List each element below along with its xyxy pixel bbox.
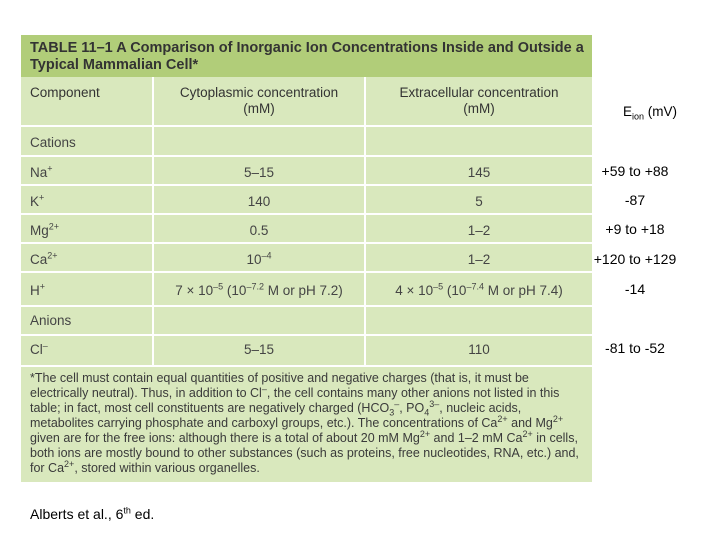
section-anions: Anions — [30, 313, 72, 328]
row-divider — [21, 305, 592, 307]
table-cell-cytoplasmic: $10^{-4}$ — [246, 250, 272, 267]
section-cations: Cations — [30, 135, 76, 150]
eion-value: -14 — [624, 281, 646, 297]
table-title: TABLE 11–1 A Comparison of Inorganic Ion Concentrations Inside and Outside a Typical Mammalian Cell* — [30, 40, 584, 73]
row-divider — [21, 125, 592, 127]
table-cell-cytoplasmic: 140 — [247, 194, 271, 209]
eion-value: -87 — [624, 192, 646, 208]
eion-value: +120 to +129 — [593, 251, 677, 267]
header-cytoplasmic-line2: (mM) — [243, 101, 275, 116]
table-cell-extracellular: 1–2 — [467, 252, 491, 267]
table-row-ion: $Mg^{2+}$ — [30, 221, 60, 238]
table-title-band — [21, 35, 592, 77]
table-cell-cytoplasmic: 5–15 — [243, 342, 275, 357]
table-cell-cytoplasmic: $7 \times 10^{-5}$ ($10^{-7.2}$ M or pH 7.2) — [175, 281, 343, 298]
column-divider — [152, 77, 154, 366]
header-extracellular-line2: (mM) — [463, 101, 495, 116]
header-component: Component — [30, 85, 100, 100]
row-divider — [21, 271, 592, 273]
row-divider — [21, 365, 592, 367]
header-cytoplasmic — [154, 85, 364, 117]
row-divider — [21, 242, 592, 244]
table-cell-extracellular: 1–2 — [467, 223, 491, 238]
table-footnote: *The cell must contain equal quantities of positive and negative charges (that is, it must be electrically neutral). Thus, in addition to Cl–, the cell contains many other anions not listed in this table; in fact, most cell constituents are negatively charged ($HCO_3^-$, $PO_4^{3-}$, nucleic acids, metabolites carrying phosphate and carboxyl groups, etc.). The concentrations of $Ca^{2+}$ and $Mg^{2+}$ given are for the free ions: although there is a total of about 20 mM $Mg^{2+}$ and 1–2 mM $Ca^{2+}$ in cells, both ions are mostly bound to other substances (such as proteins, free nucleotides, RNA, etc.) and, for $Ca^{2+}$, stored within various organelles. — [30, 371, 579, 475]
header-cytoplasmic-line1: Cytoplasmic concentration — [179, 85, 339, 100]
row-divider — [21, 334, 592, 336]
row-divider — [21, 184, 592, 186]
table-cell-extracellular: 5 — [475, 194, 483, 209]
column-divider — [364, 77, 366, 366]
table-cell-extracellular: 110 — [468, 342, 490, 357]
citation: Alberts et al., 6th ed. — [30, 505, 155, 522]
ion-concentration-table — [21, 35, 592, 482]
eion-header: $E_{ion}$ (mV) — [622, 104, 678, 122]
table-row-ion: Cl– — [30, 340, 48, 357]
header-extracellular — [366, 85, 592, 117]
table-row-ion: H+ — [30, 281, 46, 298]
table-cell-cytoplasmic: 0.5 — [249, 223, 269, 238]
table-cell-extracellular: 145 — [467, 165, 491, 180]
eion-value: +59 to +88 — [601, 163, 669, 179]
table-cell-extracellular: $4 \times 10^{-5}$ ($10^{-7.4}$ M or pH 7.4) — [395, 281, 563, 298]
eion-value: -81 to -52 — [605, 340, 665, 356]
header-extracellular-line1: Extracellular concentration — [399, 85, 559, 100]
table-row-ion: K+ — [30, 192, 45, 209]
table-cell-cytoplasmic: 5–15 — [243, 165, 275, 180]
table-row-ion: $Ca^{2+}$ — [30, 250, 58, 267]
row-divider — [21, 213, 592, 215]
eion-value: +9 to +18 — [605, 221, 665, 237]
row-divider — [21, 155, 592, 157]
table-row-ion: Na+ — [30, 163, 53, 180]
